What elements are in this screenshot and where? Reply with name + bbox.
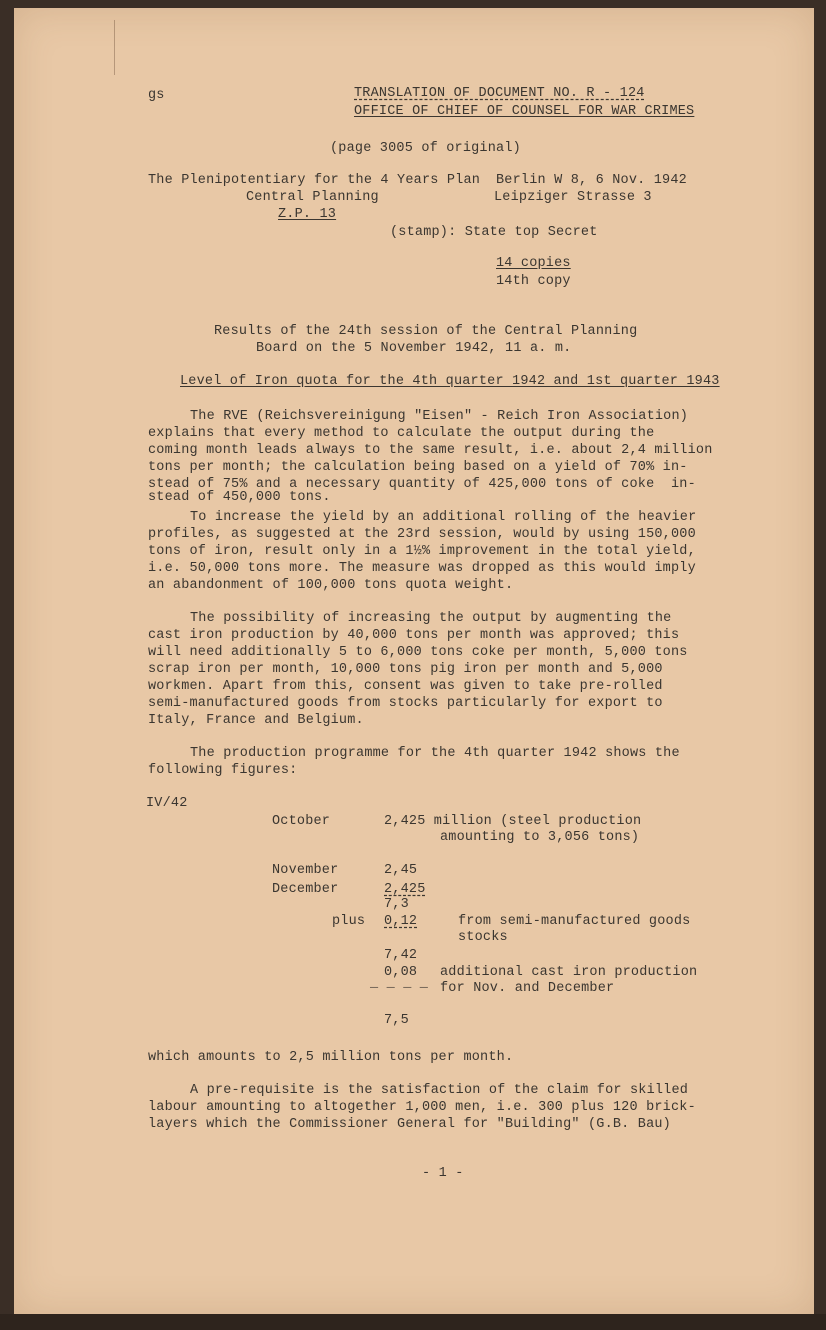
- paper-fold-mark: [114, 20, 115, 75]
- office-line: OFFICE OF CHIEF OF COUNSEL FOR WAR CRIMES: [354, 104, 695, 119]
- document-page: [14, 8, 814, 1314]
- para2-line: To increase the yield by an additional rolling of the heavier: [190, 510, 697, 525]
- section-subtitle: Level of Iron quota for the 4th quarter 1942 and 1st quarter 1943: [180, 374, 720, 389]
- december-label: December: [272, 882, 339, 897]
- copies-total: 14 copies: [496, 256, 571, 271]
- october-value: 2,425 million (steel production: [384, 814, 642, 829]
- copy-number: 14th copy: [496, 274, 571, 289]
- para1-line: explains that every method to calculate the output during the: [148, 426, 655, 441]
- sender-line-2: Central Planning: [246, 190, 379, 205]
- para1-line: stead of 75% and a necessary quantity of 425,000 tons of coke in-: [148, 477, 696, 492]
- para4-line: The production programme for the 4th quarter 1942 shows the: [190, 746, 680, 761]
- plus-label: plus: [332, 914, 366, 929]
- november-value: 2,45: [384, 863, 418, 878]
- para1-line: coming month leads always to the same result, i.e. about 2,4 million: [148, 443, 713, 458]
- page-number: - 1 -: [422, 1166, 464, 1181]
- title-line-1: Results of the 24th session of the Central Planning: [214, 324, 638, 339]
- subtotal-2: 7,42: [384, 948, 418, 963]
- plus-note-2: stocks: [458, 930, 508, 945]
- para2-line: an abandonment of 100,000 tons quota weight.: [148, 578, 514, 593]
- para1-line: tons per month; the calculation being based on a yield of 70% in-: [148, 460, 688, 475]
- title-line-2: Board on the 5 November 1942, 11 a. m.: [256, 341, 572, 356]
- para2-line: tons of iron, result only in a 1½% improvement in the total yield,: [148, 544, 696, 559]
- para5-line: which amounts to 2,5 million tons per month.: [148, 1050, 514, 1065]
- para3-line: semi-manufactured goods from stocks particularly for export to: [148, 696, 663, 711]
- para4-line: following figures:: [148, 763, 298, 778]
- october-note: amounting to 3,056 tons): [440, 830, 640, 845]
- sender-line-1: The Plenipotentiary for the 4 Years Plan: [148, 173, 481, 188]
- document-number: TRANSLATION OF DOCUMENT NO. R - 124: [354, 86, 645, 101]
- additional-note-1: additional cast iron production: [440, 965, 698, 980]
- para1-line: The RVE (Reichsvereinigung "Eisen" - Reich Iron Association): [190, 409, 689, 424]
- sender-reference: Z.P. 13: [278, 207, 337, 222]
- location-line-1: Berlin W 8, 6 Nov. 1942: [496, 173, 687, 188]
- typist-initials: gs: [148, 88, 165, 103]
- programme-total: 7,5: [384, 1013, 409, 1028]
- location-line-2: Leipziger Strasse 3: [494, 190, 652, 205]
- para1-line: stead of 450,000 tons.: [148, 490, 331, 505]
- page-reference: (page 3005 of original): [330, 141, 521, 156]
- para3-line: The possibility of increasing the output by augmenting the: [190, 611, 672, 626]
- november-label: November: [272, 863, 339, 878]
- october-label: October: [272, 814, 331, 829]
- para3-line: cast iron production by 40,000 tons per month was approved; this: [148, 628, 680, 643]
- para3-line: scrap iron per month, 10,000 tons pig iron per month and 5,000: [148, 662, 663, 677]
- secret-stamp: (stamp): State top Secret: [390, 225, 598, 240]
- para6-line: A pre-requisite is the satisfaction of the claim for skilled: [190, 1083, 689, 1098]
- plus-note-1: from semi-manufactured goods: [458, 914, 691, 929]
- para6-line: layers which the Commissioner General for "Building" (G.B. Bau): [148, 1117, 671, 1132]
- para3-line: will need additionally 5 to 6,000 tons coke per month, 5,000 tons: [148, 645, 688, 660]
- additional-value: 0,08: [384, 965, 418, 980]
- para6-line: labour amounting to altogether 1,000 men, i.e. 300 plus 120 brick-: [148, 1100, 696, 1115]
- rule-dashes: _ _ _ _: [370, 976, 429, 991]
- additional-note-2: for Nov. and December: [440, 981, 615, 996]
- para2-line: profiles, as suggested at the 23rd session, would by using 150,000: [148, 527, 696, 542]
- para3-line: workmen. Apart from this, consent was given to take pre-rolled: [148, 679, 663, 694]
- december-value: 2,425: [384, 882, 426, 897]
- para3-line: Italy, France and Belgium.: [148, 713, 364, 728]
- plus-value: 0,12: [384, 914, 418, 929]
- desk-background: [0, 1314, 826, 1330]
- subtotal-1: 7,3: [384, 897, 409, 912]
- para2-line: i.e. 50,000 tons more. The measure was dropped as this would imply: [148, 561, 696, 576]
- quarter-label: IV/42: [146, 796, 188, 811]
